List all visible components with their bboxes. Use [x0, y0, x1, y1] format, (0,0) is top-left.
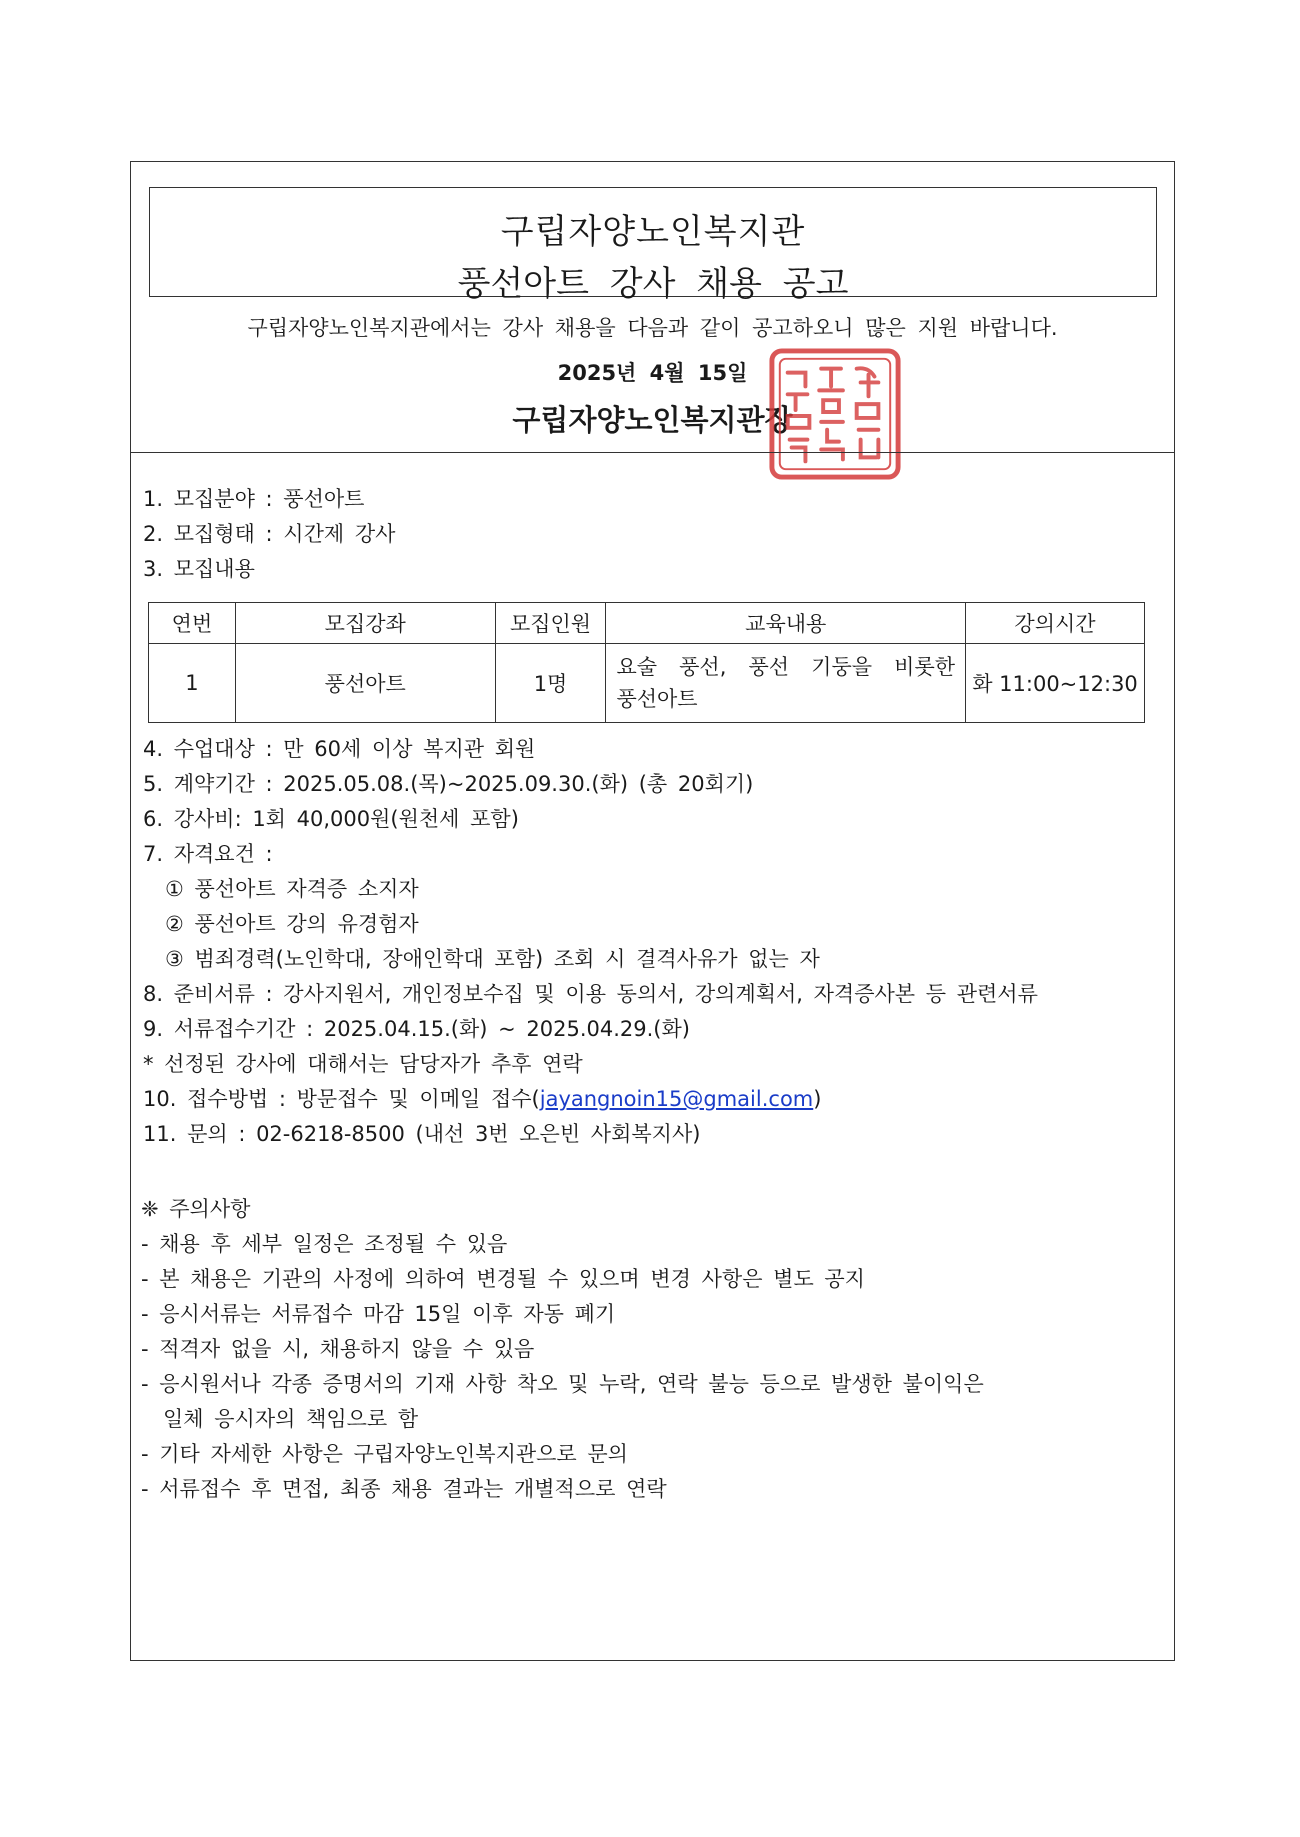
recruit-info-top: [143, 482, 395, 587]
email-link[interactable]: jayangnoin15@gmail.com: [539, 1087, 814, 1111]
col-header-count: 모집인원: [495, 603, 606, 644]
intro-text: 구립자양노인복지관에서는 강사 채용을 다음과 같이 공고하오니 많은 지원 바랍니다.: [247, 316, 1058, 340]
cell-course: 풍선아트: [235, 644, 495, 723]
qualification-1: ① 풍선아트 자격증 소지자: [165, 877, 419, 901]
item-content: 3. 모집내용: [143, 557, 255, 581]
page-title: 풍선아트 강사 채용 공고: [457, 264, 849, 304]
item-fee: 6. 강사비: 1회 40,000원(원천세 포함): [143, 807, 519, 831]
item-method: [143, 1082, 1038, 1117]
caution-5: - 응시원서나 각종 증명서의 기재 사항 착오 및 누락, 연락 불능 등으로 발생한 불이익은: [141, 1372, 984, 1396]
item-documents: 8. 준비서류 : 강사지원서, 개인정보수집 및 이용 동의서, 강의계획서, 자격증사본 등 관련서류: [143, 982, 1038, 1006]
notice-date: 2025년 4월 15일: [557, 361, 748, 385]
col-header-content: 교육내용: [606, 603, 966, 644]
caution-2: - 본 채용은 기관의 사정에 의하여 변경될 수 있으며 변경 사항은 별도 공지: [141, 1267, 865, 1291]
title-box: [149, 187, 1157, 304]
caution-3: - 응시서류는 서류접수 마감 15일 이후 자동 폐기: [141, 1302, 616, 1326]
caution-1: - 채용 후 세부 일정은 조정될 수 있음: [141, 1232, 508, 1256]
cell-time: 화 11:00~12:30: [966, 644, 1145, 723]
caution-4: - 적격자 없을 시, 채용하지 않을 수 있음: [141, 1337, 535, 1361]
qualification-2: ② 풍선아트 강의 유경험자: [165, 912, 419, 936]
recruit-table: [148, 602, 1145, 723]
table-row: [149, 644, 1145, 723]
cell-count: 1명: [495, 644, 606, 723]
col-header-course: 모집강좌: [235, 603, 495, 644]
item-inquiry: 11. 문의 : 02-6218-8500 (내선 3번 오은빈 사회복지사): [143, 1122, 701, 1146]
recruit-info-bottom: [143, 732, 1038, 1152]
cautions: [141, 1192, 984, 1507]
item-application-period: 9. 서류접수기간 : 2025.04.15.(화) ~ 2025.04.29.(화): [143, 1017, 690, 1041]
caution-7: - 서류접수 후 면접, 최종 채용 결과는 개별적으로 연락: [141, 1477, 667, 1501]
table-header-row: [149, 603, 1145, 644]
caution-6: - 기타 자세한 사항은 구립자양노인복지관으로 문의: [141, 1442, 628, 1466]
title-organization: 구립자양노인복지관: [500, 212, 806, 252]
method-close: ): [813, 1087, 822, 1111]
item-field: 1. 모집분야 : 풍선아트: [143, 487, 365, 511]
item-period: 5. 계약기간 : 2025.05.08.(목)~2025.09.30.(화) (총 20회기): [143, 772, 754, 796]
col-header-time: 강의시간: [966, 603, 1145, 644]
cell-no: 1: [149, 644, 236, 723]
signatory: 구립자양노인복지관장: [512, 403, 793, 437]
item-type: 2. 모집형태 : 시간제 강사: [143, 522, 396, 546]
cell-content: 요술 풍선, 풍선 기둥을 비롯한 풍선아트: [606, 644, 966, 723]
item-qualifications: 7. 자격요건 :: [143, 842, 273, 866]
note-contact: * 선정된 강사에 대해서는 담당자가 추후 연락: [143, 1052, 583, 1076]
item-target: 4. 수업대상 : 만 60세 이상 복지관 회원: [143, 737, 536, 761]
caution-5-cont: 일체 응시자의 책임으로 함: [163, 1407, 419, 1431]
official-seal-stamp: [766, 345, 904, 483]
col-header-no: 연번: [149, 603, 236, 644]
qualification-3: ③ 범죄경력(노인학대, 장애인학대 포함) 조회 시 결격사유가 없는 자: [165, 947, 820, 971]
method-text: 10. 접수방법 : 방문접수 및 이메일 접수(: [143, 1087, 540, 1111]
header-divider: [131, 452, 1174, 453]
cautions-heading: ❈ 주의사항: [141, 1197, 251, 1221]
notice-frame: [130, 161, 1175, 1661]
